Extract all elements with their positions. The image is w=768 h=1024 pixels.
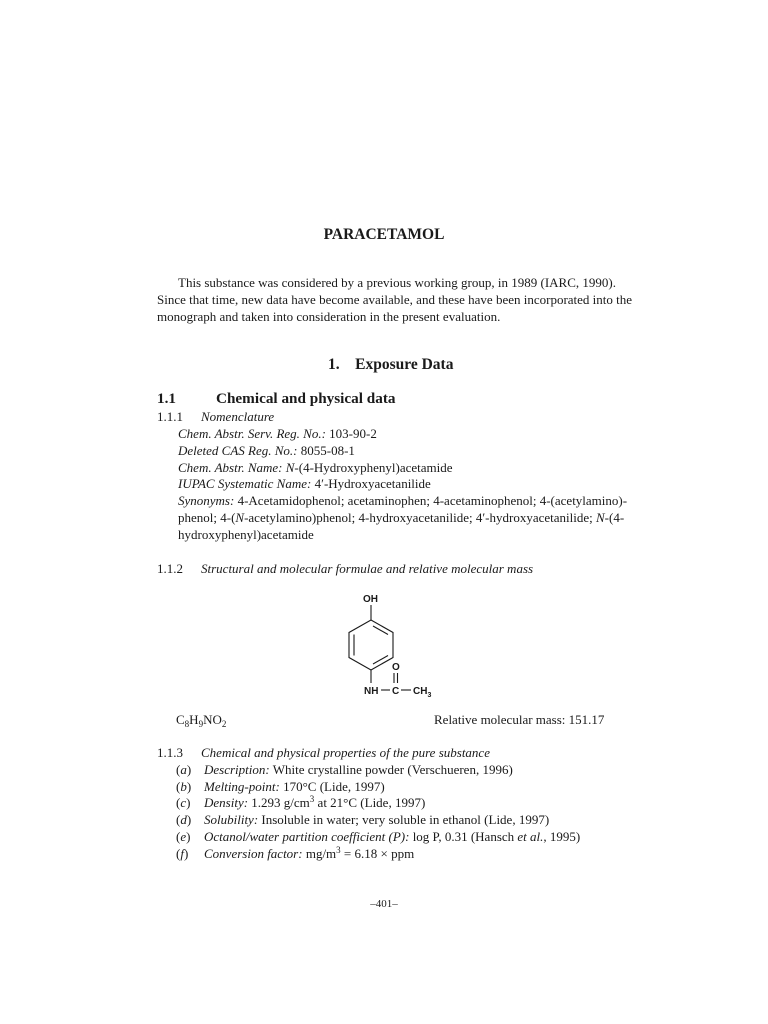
label-oh: OH xyxy=(363,594,378,605)
intro-line-1: This substance was considered by a previous working group, in 1989 (IARC, 1990). xyxy=(178,275,616,290)
synonyms-part-c: -(4-hydroxyphenyl)acetamide xyxy=(178,509,625,542)
chem-name-prefix: N xyxy=(285,460,295,475)
property-item xyxy=(176,762,513,779)
property-label: Description: xyxy=(204,762,270,777)
iupac-value: 4′-Hydroxyacetanilide xyxy=(314,476,431,491)
deleted-cas-row xyxy=(178,443,355,460)
ring-double-bond-2 xyxy=(373,656,388,665)
property-label: Melting-point: xyxy=(204,779,280,794)
synonyms-n-1: N xyxy=(235,509,245,525)
chem-name-row xyxy=(178,460,453,477)
label-ch3-sub: 3 xyxy=(427,692,432,699)
property-item xyxy=(176,779,385,796)
benzene-ring xyxy=(349,620,393,670)
intro-paragraph xyxy=(157,275,635,325)
ring-double-bond-1 xyxy=(373,626,388,635)
property-letter: (f) xyxy=(176,846,189,861)
formula-rest: NO xyxy=(203,712,222,727)
property-value: White crystalline powder (Verschueren, 1996) xyxy=(272,762,513,777)
property-item xyxy=(176,795,425,812)
cas-label: Chem. Abstr. Serv. Reg. No.: xyxy=(178,426,326,441)
subsection-heading xyxy=(157,391,396,408)
label-ch3 xyxy=(413,686,431,699)
property-value: 170°C (Lide, 1997) xyxy=(283,779,385,794)
property-item xyxy=(176,812,549,829)
property-item xyxy=(176,846,414,863)
label-ch: CH xyxy=(413,686,428,697)
section-title: Exposure Data xyxy=(355,356,454,373)
properties-heading xyxy=(157,745,490,762)
properties-number: 1.1.3 xyxy=(157,745,183,760)
nomenclature-heading xyxy=(157,409,274,426)
synonyms-label: Synonyms: xyxy=(178,493,235,508)
chem-name-value: -(4-Hydroxyphenyl)acetamide xyxy=(294,460,453,475)
cas-value: 103-90-2 xyxy=(329,426,377,441)
property-letter: (e) xyxy=(176,829,191,844)
page-title: PARACETAMOL xyxy=(323,226,445,243)
nomenclature-title: Nomenclature xyxy=(201,409,275,424)
property-value: Insoluble in water; very soluble in ethanol (Lide, 1997) xyxy=(261,812,550,827)
molecular-mass: Relative molecular mass: 151.17 xyxy=(434,712,605,727)
formula-c: C xyxy=(176,712,185,727)
property-label: Conversion factor: xyxy=(204,846,303,861)
property-label: Octanol/water partition coefficient (P): xyxy=(204,829,410,844)
formula-c-sub: 8 xyxy=(184,719,190,729)
subsection-number: 1.1 xyxy=(157,390,177,407)
page-number: –401– xyxy=(370,898,398,910)
chem-name-label: Chem. Abstr. Name: xyxy=(178,460,283,475)
property-value: log P, 0.31 (Hansch et al., 1995) xyxy=(412,829,581,844)
label-c: C xyxy=(392,686,400,697)
structural-title: Structural and molecular formulae and relative molecular mass xyxy=(201,561,534,576)
properties-title: Chemical and physical properties of the pure substance xyxy=(201,745,490,760)
section-heading xyxy=(328,357,453,374)
subsection-title: Chemical and physical data xyxy=(216,390,396,407)
molecular-formula xyxy=(176,712,226,729)
deleted-cas-value: 8055-08-1 xyxy=(300,443,355,458)
property-letter: (b) xyxy=(176,779,192,794)
structural-number: 1.1.2 xyxy=(157,561,183,576)
formula-h: H xyxy=(189,712,199,727)
structural-heading xyxy=(157,561,533,578)
iupac-label: IUPAC Systematic Name: xyxy=(178,476,312,491)
property-value: 1.293 $g/cm^3$ at 21°C (Lide, 1997) xyxy=(251,794,426,810)
nomenclature-number: 1.1.1 xyxy=(157,409,183,424)
formula-h-sub: 9 xyxy=(198,719,204,729)
property-letter: (d) xyxy=(176,812,192,827)
label-nh: NH xyxy=(364,686,379,697)
property-letter: (c) xyxy=(176,795,191,810)
property-value: $mg/m^3 = 6.18$ × ppm xyxy=(305,845,415,861)
cas-row xyxy=(178,426,377,443)
iupac-row xyxy=(178,476,431,493)
property-item xyxy=(176,829,580,846)
formula-rest-sub: 2 xyxy=(221,719,227,729)
intro-line-3: the monograph and taken into consideration in the present evaluation. xyxy=(157,291,633,324)
synonyms-part-b: -acetylamino)phenol; 4-hydroxyacetanilide; 4′-hydroxyacetanilide; xyxy=(244,509,593,525)
label-o: O xyxy=(392,662,400,673)
property-label: Density: xyxy=(204,795,249,810)
property-label: Solubility: xyxy=(204,812,259,827)
synonyms-paragraph xyxy=(178,493,638,543)
section-number: 1. xyxy=(328,356,340,373)
synonyms-part-a: 4-Acetamidophenol; acetaminophen; 4-acetaminophenol; 4-(acetylamino)-phenol; 4-( xyxy=(178,493,628,525)
paracetamol-structure-diagram xyxy=(330,588,460,700)
deleted-cas-label: Deleted CAS Reg. No.: xyxy=(178,443,298,458)
synonyms-n-2: N xyxy=(596,509,605,525)
property-letter: (a) xyxy=(176,762,192,777)
intro-line-2: Since that time, new data have become available, and these have been incorporated into xyxy=(157,291,613,307)
